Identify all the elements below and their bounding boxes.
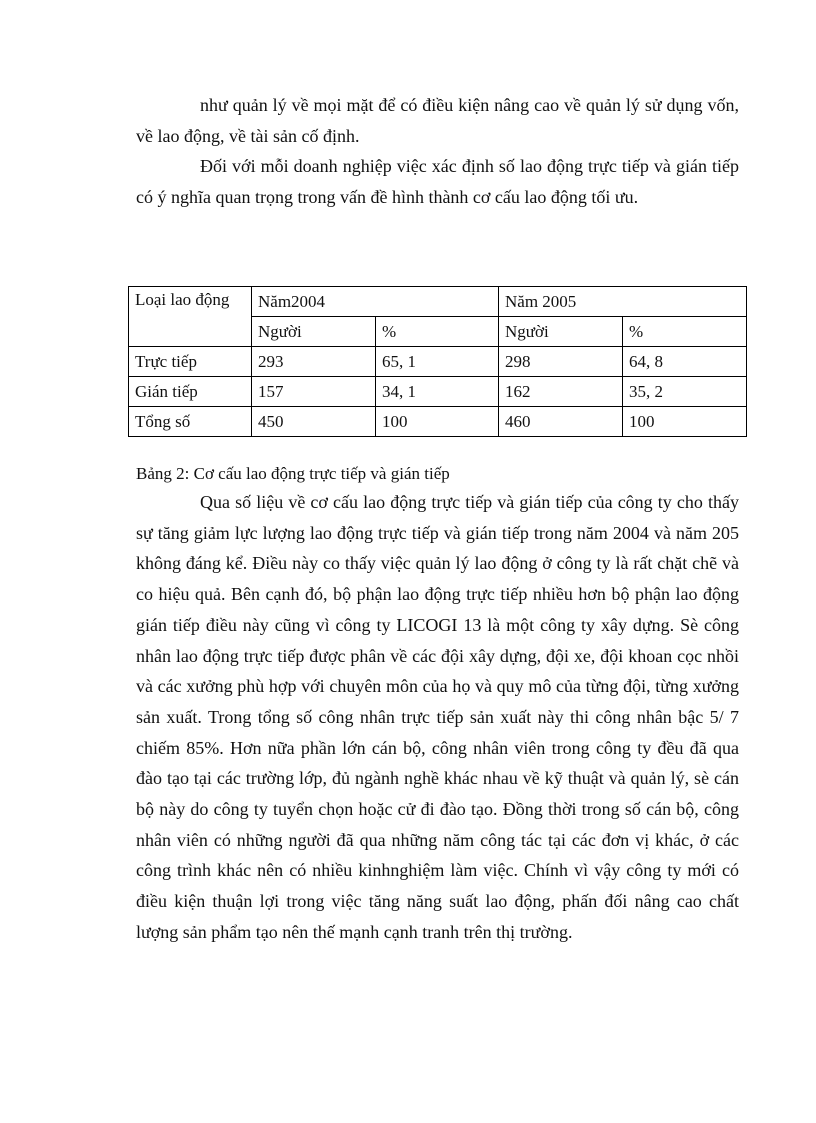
- cell-percent-2005: 64, 8: [623, 347, 747, 377]
- paragraph-intro: như quản lý về mọi mặt để có điều kiện nâng cao về quản lý sử dụng vốn, về lao động, về tài sản cố định.: [136, 95, 739, 146]
- cell-percent-2004: 100: [376, 407, 499, 437]
- cell-percent-2005: 35, 2: [623, 377, 747, 407]
- paragraph-labor-structure: Đối với mỗi doanh nghiệp việc xác định số lao động trực tiếp và gián tiếp có ý nghĩa quan trọng trong vấn đề hình thành cơ cấu lao động tối ưu.: [136, 156, 739, 207]
- row-label: Tổng số: [129, 407, 252, 437]
- row-label: Gián tiếp: [129, 377, 252, 407]
- cell-percent-2005: 100: [623, 407, 747, 437]
- table-header-row: [129, 287, 747, 317]
- paragraph-analysis: Qua số liệu về cơ cấu lao động trực tiếp và gián tiếp của công ty cho thấy sự tăng giảm lực lượng lao động trực tiếp và gián tiếp trong năm 2004 và năm 205 không đáng kể. Điều này co thấy việc quản lý lao động ở công ty là rất chặt chẽ và co hiệu quả. Bên cạnh đó, bộ phận lao động trực tiếp nhiều hơn bộ phận lao động gián tiếp điều này cũng vì công ty LICOGI 13 là một công ty xây dựng. Sè công nhân lao động trực tiếp được phân về các đội xây dựng, đội xe, đội khoan cọc nhồi và các xưởng phù hợp với chuyên môn của họ và quy mô của từng đội, từng xưởng sản xuất. Trong tổng số công nhân trực tiếp sản xuất này thi công nhân bậc 5/ 7 chiếm 85%. Hơn nữa phần lớn cán bộ, công nhân viên trong công ty đều đã qua đào tạo tại các trường lớp, đủ ngành nghề khác nhau về kỹ thuật và quản lý, sè cán bộ này do công ty tuyển chọn hoặc cử đi đào tạo. Đồng thời trong số cán bộ, công nhân viên có những người đã qua những năm công tác tại các đơn vị khác, ở các công trình khác nên có nhiều kinhnghiệm làm việc. Chính vì vậy công ty mới có điều kiện thuận lợi trong việc tăng năng suất lao động, phấn đối nâng cao chất lượng sản phẩm tạo nên thế mạnh cạnh tranh trên thị trường.: [136, 492, 739, 942]
- table-row: [129, 377, 747, 407]
- subheader-percent-2004: %: [376, 317, 499, 347]
- row-label: Trực tiếp: [129, 347, 252, 377]
- cell-percent-2004: 34, 1: [376, 377, 499, 407]
- cell-percent-2004: 65, 1: [376, 347, 499, 377]
- cell-people-2004: 293: [252, 347, 376, 377]
- table-row: [129, 407, 747, 437]
- header-year-2004: Năm2004: [252, 287, 499, 317]
- cell-people-2005: 460: [499, 407, 623, 437]
- table-caption: Bảng 2: Cơ cấu lao động trực tiếp và gián tiếp: [136, 464, 450, 483]
- subheader-percent-2005: %: [623, 317, 747, 347]
- cell-people-2005: 298: [499, 347, 623, 377]
- header-labor-type: Loại lao động: [129, 287, 252, 347]
- cell-people-2004: 450: [252, 407, 376, 437]
- subheader-people-2005: Người: [499, 317, 623, 347]
- cell-people-2004: 157: [252, 377, 376, 407]
- header-year-2005: Năm 2005: [499, 287, 747, 317]
- table-row: [129, 347, 747, 377]
- subheader-people-2004: Người: [252, 317, 376, 347]
- labor-structure-table: [128, 286, 747, 437]
- cell-people-2005: 162: [499, 377, 623, 407]
